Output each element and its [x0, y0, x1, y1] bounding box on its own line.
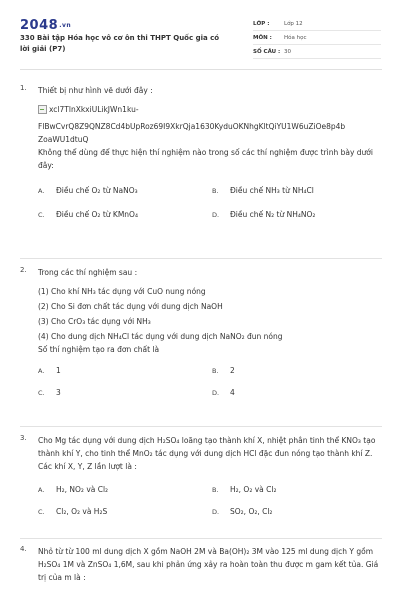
question-body: [38, 266, 382, 356]
option-label: C.: [38, 508, 45, 516]
question-3: [20, 434, 382, 521]
meta-row-subject: [253, 31, 381, 45]
question-intro: Trong các thí nghiệm sau :: [38, 268, 138, 277]
meta-key: SỐ CÂU :: [253, 48, 281, 55]
option-a[interactable]: [38, 366, 208, 375]
option-text: Điều chế O₂ từ KMnO₄: [56, 210, 138, 219]
option-label: B.: [212, 486, 219, 494]
option-label: A.: [38, 187, 45, 195]
option-a[interactable]: [38, 186, 208, 195]
question-divider: [20, 258, 382, 259]
option-label: C.: [38, 389, 45, 397]
meta-key: LỚP :: [253, 20, 270, 27]
meta-value: 30: [284, 48, 291, 55]
image-alt-text: xcl7TlnXkxiULikJWn1ku-: [49, 105, 139, 114]
question-intro: Thiết bị như hình vẽ dưới đây :: [38, 86, 153, 95]
question-body: [38, 545, 382, 584]
option-d[interactable]: [212, 507, 382, 516]
question-2: [20, 266, 382, 402]
option-text: H₂, NO₂ và Cl₂: [56, 485, 109, 494]
option-text: Cl₂, O₂ và H₂S: [56, 507, 108, 516]
option-d[interactable]: [212, 210, 382, 219]
site-logo[interactable]: [20, 18, 71, 33]
option-c[interactable]: [38, 388, 208, 397]
question-body: [38, 84, 382, 172]
option-text: 1: [56, 366, 61, 375]
image-alt-text: ZoaWU1dtuQ: [38, 135, 89, 144]
option-label: C.: [38, 211, 45, 219]
answer-options: [38, 485, 382, 521]
meta-table: [253, 17, 381, 59]
answer-options: [38, 186, 382, 226]
option-label: D.: [212, 508, 220, 516]
question-text: Số thí nghiệm tạo ra đơn chất là: [38, 345, 160, 354]
question-1: [20, 84, 382, 226]
statement-item: (2) Cho Si đơn chất tác dụng với dung dịch NaOH: [38, 302, 223, 311]
question-text: Nhỏ từ từ 100 ml dung dịch X gồm NaOH 2M và Ba(OH)₂ 3M vào 125 ml dung dịch Y gồm H₂SO₄ 1M và ZnSO₄ 1,6M, sau khi phản ứng xảy ra hoàn toàn thu được m gam kết tủa. Giá trị của m là :: [38, 547, 379, 582]
option-label: A.: [38, 486, 45, 494]
broken-image: [38, 103, 382, 116]
option-text: Điều chế NH₃ từ NH₄Cl: [230, 186, 314, 195]
option-c[interactable]: [38, 210, 208, 219]
answer-options: [38, 366, 382, 402]
statement-item: (4) Cho dung dịch NH₄Cl tác dụng với dung dịch NaNO₂ đun nóng: [38, 332, 283, 341]
statement-item: (3) Cho CrO₃ tác dụng với NH₃: [38, 317, 151, 326]
option-d[interactable]: [212, 388, 382, 397]
document-title: 330 Bài tập Hóa học vô cơ ôn thi THPT Quốc gia có lời giải (P7): [20, 34, 220, 53]
option-b[interactable]: [212, 186, 382, 195]
question-body: [38, 434, 382, 473]
worksheet-header: [0, 0, 400, 72]
meta-row-question-count: [253, 45, 381, 59]
option-label: D.: [212, 211, 220, 219]
option-text: 4: [230, 388, 235, 397]
question-4: [20, 545, 382, 584]
question-text: Cho Mg tác dụng với dung dịch H₂SO₄ loãng tạo thành khí X, nhiệt phân tinh thể KNO₃ tạo thành khí Y, cho tinh thể MnO₂ tác dụng với dung dịch HCl đặc đun nóng tạo thành khí Z. Các khí X, Y, Z lần lượt là :: [38, 436, 376, 471]
option-label: A.: [38, 367, 45, 375]
meta-value: Hóa học: [284, 34, 307, 41]
option-b[interactable]: [212, 366, 382, 375]
option-text: 3: [56, 388, 61, 397]
option-text: H₂, O₂ và Cl₂: [230, 485, 277, 494]
brand-suffix: .vn: [59, 22, 72, 29]
question-number: 4.: [20, 545, 27, 553]
option-text: 2: [230, 366, 235, 375]
option-text: Điều chế N₂ từ NH₄NO₂: [230, 210, 316, 219]
statement-item: (1) Cho khí NH₃ tác dụng với CuO nung nóng: [38, 287, 206, 296]
question-divider: [20, 426, 382, 427]
image-alt-text: FlBwCvrQ8Z9QNZ8Cd4bUpRoz69I9XkrQja1630KyduOKNhgKltQiYU1W6uZiOe8p4b: [38, 122, 346, 131]
option-a[interactable]: [38, 485, 208, 494]
meta-row-class: [253, 17, 381, 31]
option-label: B.: [212, 187, 219, 195]
question-number: 3.: [20, 434, 27, 442]
question-text: Không thể dùng để thực hiện thí nghiệm nào trong số các thí nghiệm được trình bày dưới đây:: [38, 148, 373, 170]
option-label: D.: [212, 389, 220, 397]
meta-key: MÔN :: [253, 34, 272, 41]
brand-name: 2048: [20, 18, 59, 33]
question-number: 1.: [20, 84, 27, 92]
option-text: Điều chế O₂ từ NaNO₃: [56, 186, 138, 195]
option-c[interactable]: [38, 507, 208, 516]
option-text: SO₂, O₂, Cl₂: [230, 507, 273, 516]
option-label: B.: [212, 367, 219, 375]
broken-image-icon: [38, 105, 47, 114]
option-b[interactable]: [212, 485, 382, 494]
question-number: 2.: [20, 266, 27, 274]
meta-value: Lớp 12: [284, 20, 303, 27]
header-divider: [20, 69, 382, 70]
question-divider: [20, 538, 382, 539]
